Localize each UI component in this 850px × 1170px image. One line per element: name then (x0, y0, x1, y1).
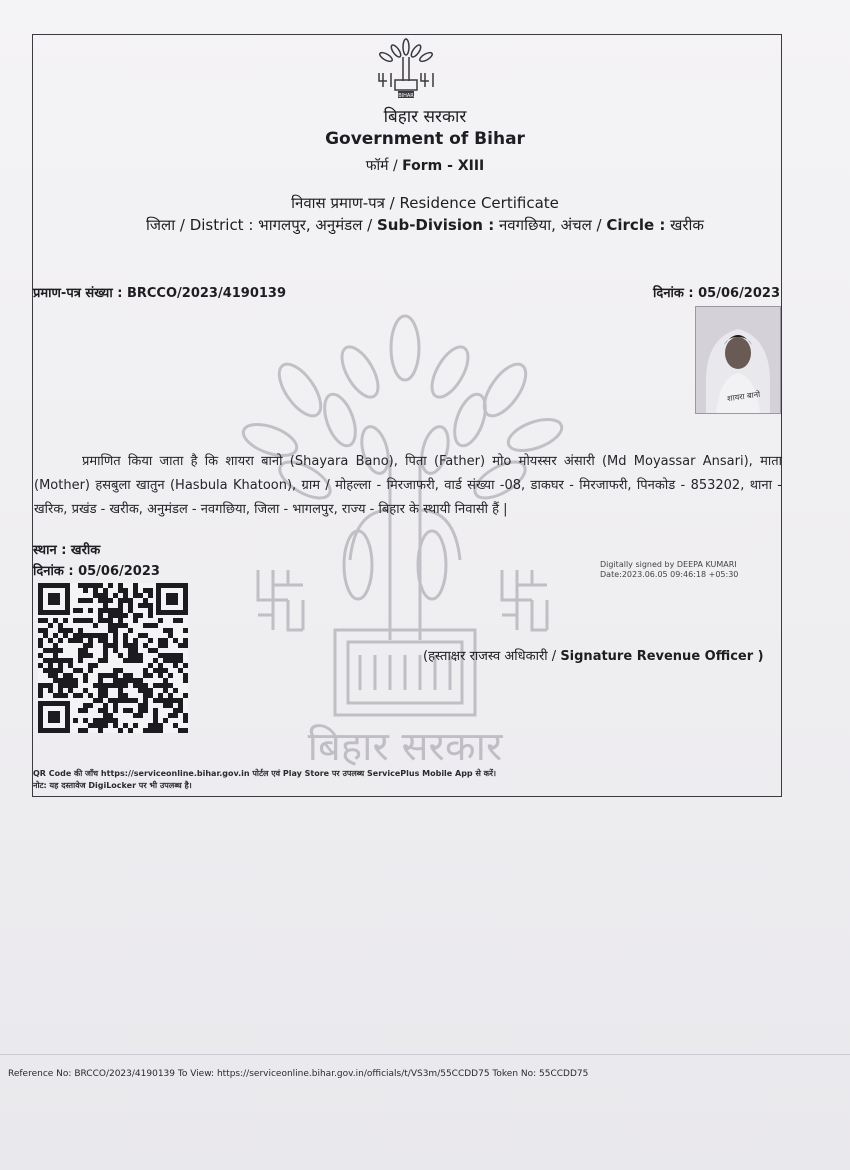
digital-signature-name: Digitally signed by DEEPA KUMARI (600, 560, 737, 569)
certificate-date: दिनांक : 05/06/2023 (653, 286, 780, 301)
form-label-english: Form - XIII (402, 158, 485, 174)
form-label-hindi: फॉर्म / (365, 158, 398, 174)
signature-label (423, 646, 764, 664)
bihar-emblem-icon (371, 37, 441, 99)
district-label: जिला / District : (146, 216, 254, 234)
certificate-number: प्रमाण-पत्र संख्या : BRCCO/2023/4190139 (33, 286, 287, 301)
paper-fold-line (0, 1054, 850, 1055)
applicant-photo (695, 306, 781, 414)
signature-label-english: Signature Revenue Officer ) (560, 649, 764, 664)
qr-code-icon[interactable] (38, 583, 188, 733)
header-hindi-title: बिहार सरकार (383, 107, 467, 127)
place-label: स्थान : खरीक (33, 543, 101, 558)
reference-footer: Reference No: BRCCO/2023/4190139 To View: https://serviceonline.bihar.gov.in/officials/t/VS3m/55CCDD75 Token No: 55CCDD75 (8, 1069, 589, 1079)
subdivision-label: Sub-Division : (376, 216, 495, 234)
signature-label-hindi: (हस्ताक्षर राजस्व अधिकारी / (423, 649, 557, 664)
watermark-text: बिहार सरकार (307, 724, 503, 770)
certificate-body: प्रमाणित किया जाता है कि शायरा बानो (Shayara Bano), पिता (Father) मोo मोयस्सर अंसारी (Md Moyassar Ansari), माता (Mother) हसबुला खातुन (Hasbula Khatoon), ग्राम / मोहल्ला - मिरजाफरी, वार्ड संख्या -08, डाकघर - मिरजाफरी, पिनकोड - 853202, थाना - खरिक, प्रखंड - खरीक, अनुमंडल - नवगछिया, जिला - भागलपुर, राज्य - बिहार के स्थायी निवासी हैं | (34, 454, 782, 517)
form-number (0, 156, 850, 175)
subdivision-value: नवगछिया, अंचल / (498, 216, 602, 234)
certificate-title: निवास प्रमाण-पत्र / Residence Certificate (291, 194, 559, 212)
photo-signature: शायरा बानो (726, 389, 761, 404)
district-line (0, 215, 850, 235)
applicant-portrait-icon (696, 307, 780, 413)
circle-label: Circle : (606, 216, 666, 234)
district-value: भागलपुर, अनुमंडल / (258, 216, 373, 234)
digilocker-note: नोट: यह दस्तावेज DigiLocker पर भी उपलब्ध है। (33, 781, 192, 790)
bihar-emblem-watermark-icon (240, 310, 580, 780)
header-english-title: Government of Bihar (325, 129, 525, 149)
digital-signature-date: Date:2023.06.05 09:46:18 +05:30 (600, 570, 739, 579)
qr-verification-note: QR Code की जाँच https://serviceonline.bihar.gov.in पोर्टल एवं Play Store पर उपलब्ध ServicePlus Mobile App से करें। (33, 769, 497, 778)
place-date: दिनांक : 05/06/2023 (33, 564, 160, 579)
circle-value: खरीक (670, 216, 704, 234)
emblem-label: BIHAR (398, 93, 414, 99)
